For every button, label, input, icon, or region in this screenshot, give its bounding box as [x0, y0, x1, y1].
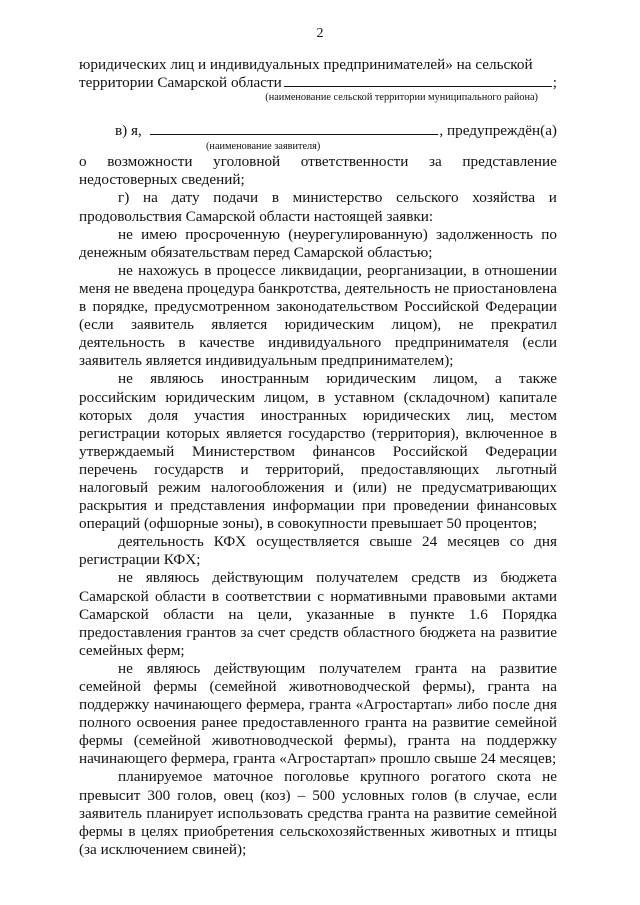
section-b-line1: юридических лиц и индивидуальных предпринимателей» на сельской [79, 56, 533, 73]
section-g-line1 [79, 189, 557, 207]
section-v-line1 [79, 122, 557, 140]
paragraph-not-grant-recipient: не являюсь действующим получателем гранта на развитие семейной фермы (семейной животноводческой фермы), гранта на поддержку начинающего фермера, гранта «Агростартап» либо после дня полного освоения ранее предоставленного гранта на развитие семейной фермы (семейной животноводческой фермы), гранта на поддержку начинающего фермера, гранта «Агростартап» прошло свыше 24 месяцев; [79, 659, 557, 768]
section-g-word: сельского [396, 189, 459, 207]
section-v-word: о [79, 153, 87, 171]
section-g-word: хозяйства [472, 189, 536, 207]
section-v-line3: недостоверных сведений; [79, 171, 245, 189]
section-v-prefix: в) я, [115, 122, 142, 140]
section-g-word: и [548, 189, 557, 207]
section-b-line2-suffix: ; [552, 74, 557, 92]
section-g-word: г) [118, 189, 130, 207]
section-g-word: подачи [213, 189, 259, 207]
page-number: 2 [316, 26, 324, 41]
document-body [79, 56, 557, 859]
applicant-blank-field[interactable] [150, 134, 439, 135]
section-g-word: на [142, 189, 158, 207]
paragraph-not-budget-recipient: не являюсь действующим получателем средств из бюджета Самарской области в соответствии с нормативными правовыми актами Самарской области на цели, указанные в пункте 1.6 Порядка предоставления грантов за счет средств областного бюджета на развитие семейных ферм; [79, 569, 557, 659]
section-v-line2 [79, 153, 557, 171]
section-v-word: уголовной [213, 153, 281, 171]
section-b-line2 [79, 74, 557, 92]
section-g-word: в [271, 189, 279, 207]
section-v-word: возможности [107, 153, 193, 171]
section-v-word: за [429, 153, 442, 171]
section-g-word: дату [171, 189, 200, 207]
section-b-line2-prefix: территории Самарской области [79, 74, 282, 92]
paragraph-livestock-limit: планируемое маточное поголовье крупного рогатого скота не превысит 300 голов, овец (коз) – 500 условных голов (в случае, если заявитель планирует использовать средства гранта на развитие семейной фермы в целях приобретения сельскохозяйственных животных и птицы (за исключением свиней); [79, 768, 557, 858]
applicant-caption: (наименование заявителя) [206, 141, 321, 153]
section-v-word: представление [462, 153, 557, 171]
paragraph-no-liquidation: не нахожусь в процессе ликвидации, реорганизации, в отношении меня не введена процедура банкротства, деятельность не приостановлена в порядке, предусмотренном законодательством Российской Федерации (если заявитель является юридическим лицом), не прекратил деятельность в качестве индивидуального предпринимателя (если заявитель является индивидуальным предпринимателем); [79, 261, 557, 370]
section-g-word: министерство [292, 189, 383, 207]
territory-blank-field[interactable] [284, 86, 552, 87]
paragraph-not-foreign-entity: не являюсь иностранным юридическим лицом, а также российским юридическим лицом, в уставном (складочном) капитале которых доля участия иностранных юридических лиц, местом регистрации которых является государство (территория), включенное в утверждаемый Министерством финансов Российской Федерации перечень государств и территорий, предоставляющих льготный налоговый режим налогообложения и (или) не предусматривающих раскрытия и представления информации при проведении финансовых операций (офшорные зоны), в совокупности превышает 50 процентов; [79, 370, 557, 533]
section-v-suffix: , предупреждён(а) [439, 122, 557, 140]
territory-caption: (наименование сельской территории муниципального района) [265, 92, 538, 104]
section-v-word: ответственности [300, 153, 409, 171]
paragraph-no-debt: не имею просроченную (неурегулированную) задолженность по денежным обязательствам перед Самарской областью; [79, 225, 557, 261]
section-g-line2: продовольствия Самарской области настоящей заявки: [79, 207, 434, 225]
paragraph-kfh-duration: деятельность КФХ осуществляется свыше 24 месяцев со дня регистрации КФХ; [79, 533, 557, 569]
